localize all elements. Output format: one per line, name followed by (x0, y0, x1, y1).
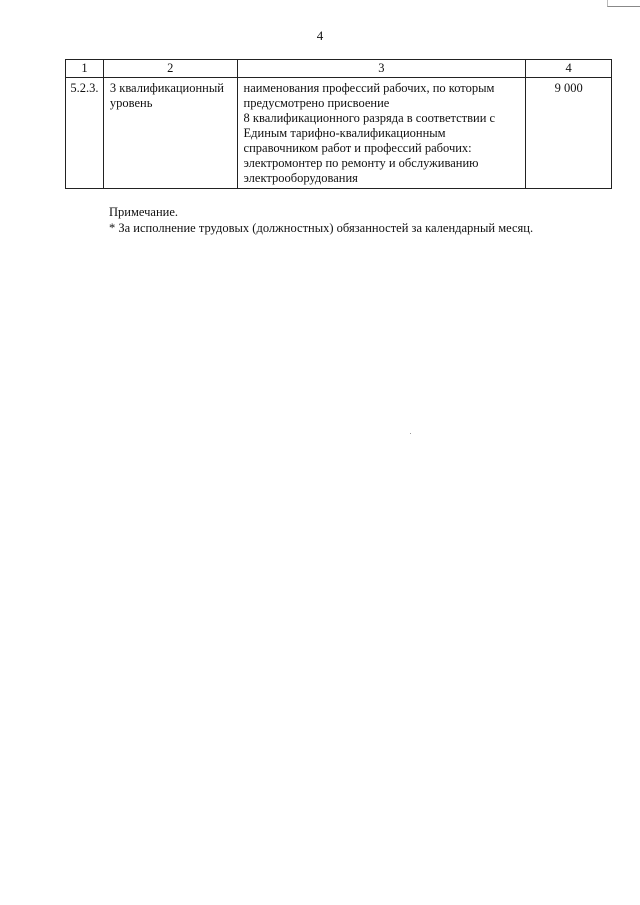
note-text: * За исполнение трудовых (должностных) обязанностей за календарный месяц. (109, 221, 534, 235)
column-header: 1 (66, 60, 104, 78)
scan-corner-mark (607, 0, 640, 7)
column-header: 3 (237, 60, 526, 78)
table-row (66, 78, 612, 189)
description-line: электромонтер по ремонту и обслуживанию (243, 156, 479, 170)
description-line: справочником работ и профессий рабочих: (243, 141, 472, 155)
profession-description-cell (237, 78, 526, 189)
column-header: 2 (103, 60, 237, 78)
table-header-row (66, 60, 612, 78)
description-line: Единым тарифно-квалификационным (243, 126, 446, 140)
row-number-cell: 5.2.3. (66, 78, 104, 189)
salary-value-cell: 9 000 (526, 78, 612, 189)
qualification-level-cell: 3 квалификационный уровень (103, 78, 237, 189)
description-line: электрооборудования (243, 171, 358, 185)
description-line: наименования профессий рабочих, по которым (243, 81, 495, 95)
page-number: 4 (316, 28, 324, 43)
salary-table (65, 59, 612, 189)
description-line: 8 квалификационного разряда в соответствии с (243, 111, 496, 125)
note-title: Примечание. (109, 205, 179, 219)
description-line: предусмотрено присвоение (243, 96, 390, 110)
scan-speck (410, 433, 411, 434)
note-block (109, 204, 533, 236)
column-header: 4 (526, 60, 612, 78)
